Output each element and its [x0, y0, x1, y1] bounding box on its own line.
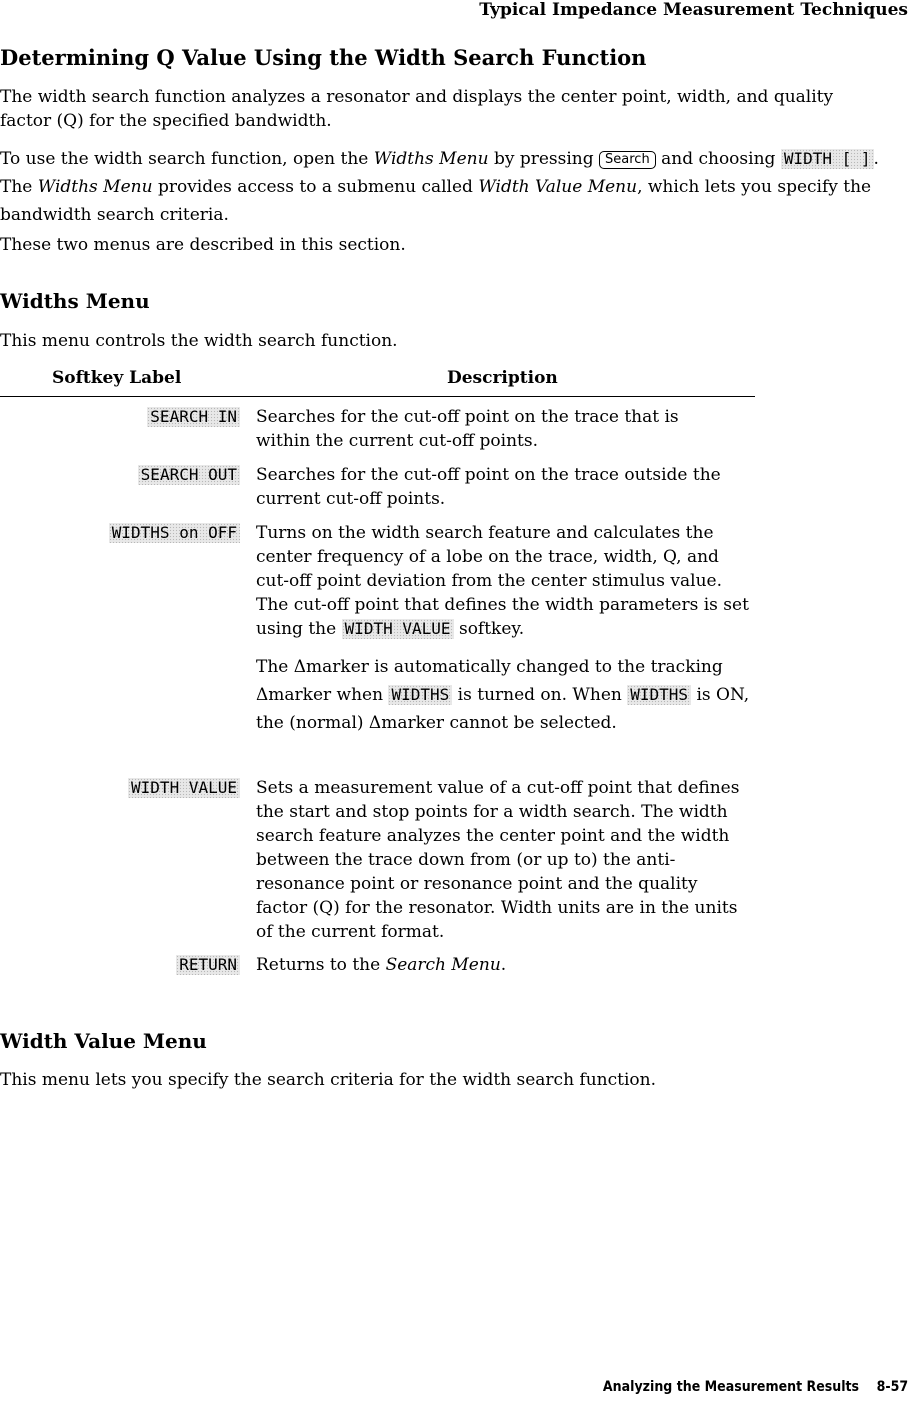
width-value-menu-ref: Width Value Menu — [478, 177, 638, 197]
widths-menu-ref-2: Widths Menu — [37, 177, 153, 197]
width-value-description: Sets a measurement value of a cut-off point that defines the start and stop points for a width search. The width search feature analyzes the center point and the width between the trace down from (or up to) the anti-resonance point or resonance point and the quality factor (Q) for the resonator. Width units are in the units of the current format. — [256, 778, 740, 942]
search-out-softkey[interactable]: SEARCH OUT — [138, 465, 240, 485]
width-value-softkey[interactable]: WIDTH VALUE — [128, 778, 240, 798]
widths-marker-note: The Δmarker is automatically changed to the tracking Δmarker when WIDTHS is turned on. When WIDTHS is ON, the (normal) Δmarker cannot be selected. — [256, 657, 750, 733]
page-footer — [603, 1379, 908, 1395]
search-in-description: Searches for the cut-off point on the trace that is within the current cut-off points. — [256, 407, 679, 451]
widths-menu-intro: This menu controls the width search function. — [0, 331, 398, 351]
width-value-menu-title: Width Value Menu — [0, 1029, 207, 1053]
usage-paragraph: To use the width search function, open the Widths Menu by pressing Search and choosing WIDTH [ ] . The Widths Menu provides access to a submenu called Width Value Menu, which lets you specify the bandwidth search criteria. — [0, 149, 879, 225]
section-closing: These two menus are described in this section. — [0, 235, 406, 255]
page-number: 8-57 — [876, 1379, 908, 1395]
search-hardkey[interactable]: Search — [599, 151, 656, 169]
section-intro: The width search function analyzes a resonator and displays the center point, width, and quality factor (Q) for the specified bandwidth. — [0, 87, 834, 131]
widths-softkey-ref[interactable]: WIDTHS — [388, 685, 452, 705]
widths-on-off-softkey[interactable]: WIDTHS on OFF — [109, 523, 240, 543]
width-value-menu-intro: This menu lets you specify the search criteria for the width search function. — [0, 1070, 656, 1090]
col-description: Description — [447, 368, 558, 388]
search-out-description: Searches for the cut-off point on the trace outside the current cut-off points. — [256, 465, 721, 509]
widths-menu-ref: Widths Menu — [373, 149, 489, 169]
return-description: Returns to the Search Menu. — [256, 955, 507, 975]
widths-softkey-ref-2[interactable]: WIDTHS — [627, 685, 691, 705]
footer-chapter: Analyzing the Measurement Results — [602, 1379, 859, 1395]
col-softkey-label: Softkey Label — [52, 368, 182, 388]
return-softkey[interactable]: RETURN — [176, 955, 240, 975]
section-title: Determining Q Value Using the Width Search Function — [0, 45, 647, 70]
search-in-softkey[interactable]: SEARCH IN — [147, 407, 240, 427]
running-head: Typical Impedance Measurement Techniques — [479, 0, 908, 20]
width-softkey[interactable]: WIDTH [ ] — [781, 149, 874, 169]
width-value-softkey-ref[interactable]: WIDTH VALUE — [342, 619, 454, 639]
softkey-table-header — [0, 368, 755, 397]
widths-menu-title: Widths Menu — [0, 289, 150, 313]
widths-on-off-description: Turns on the width search feature and calculates the center frequency of a lobe on the trace, width, Q, and cut-off point deviation from the center stimulus value. The cut-off point that defines the width parameters is set using the WIDTH VALUE softkey. The Δmarker is automatically changed to the tracking Δmarker when WIDTHS is turned on. When WIDTHS is ON, the (normal) Δmarker cannot be selected. — [256, 521, 756, 737]
search-menu-ref: Search Menu — [385, 955, 501, 975]
